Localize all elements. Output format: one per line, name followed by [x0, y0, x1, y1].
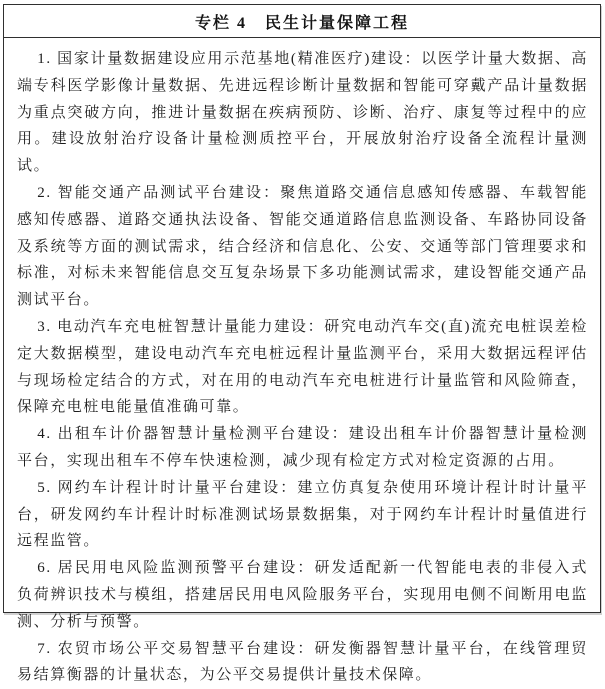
body-paragraph-1: 1. 国家计量数据建设应用示范基地(精准医疗)建设：以医学计量大数据、高端专科医学影像计量数据、先进远程诊断计量数据和智能可穿戴产品计量数据为重点突破方向，推进计量数据在疾病预防、诊断、治疗、康复等过程中的应用。建设放射治疗设备计量检测质控平台，开展放射治疗设备全流程计量测试。 — [17, 51, 588, 175]
body-paragraph-2: 2. 智能交通产品测试平台建设：聚焦道路交通信息感知传感器、车载智能感知传感器、道路交通执法设备、智能交通道路信息监测设备、车路协同设备及系统等方面的测试需求，结合经济和信息化、公安、交通等部门管理要求和标准，对标未来智能信息交互复杂场景下多功能测试需求，建设智能交通产品测试平台。 — [17, 184, 588, 309]
panel-body — [4, 38, 600, 689]
body-paragraph-5: 5. 网约车计程计时计量平台建设：建立仿真复杂使用环境计程计时计量平台，研发网约车计程计时标准测试场景数据集，对于网约车计程计时量值进行远程监管。 — [17, 479, 588, 550]
column-4-panel — [3, 4, 601, 684]
body-paragraph-4: 4. 出租车计价器智慧计量检测平台建设：建设出租车计价器智慧计量检测平台，实现出租车不停车快速检测，减少现有检定方式对检定资源的占用。 — [17, 426, 588, 469]
body-paragraph-3: 3. 电动汽车充电桩智慧计量能力建设：研究电动汽车交(直)流充电桩误差检定大数据模型，建设电动汽车充电桩远程计量监测平台，采用大数据远程评估与现场检定结合的方式，对在用的电动汽车充电桩进行计量监管和风险筛查，保障充电桩电能量值准确可靠。 — [17, 318, 588, 416]
body-paragraph-6: 6. 居民用电风险监测预警平台建设：研发适配新一代智能电表的非侵入式负荷辨识技术与模组，搭建居民用电风险服务平台，实现用电侧不间断用电监测、分析与预警。 — [17, 560, 588, 630]
panel-title: 专栏 4 民生计量保障工程 — [4, 5, 600, 38]
body-paragraph-7: 7. 农贸市场公平交易智慧平台建设：研发衡器智慧计量平台，在线管理贸易结算衡器的计量状态，为公平交易提供计量技术保障。 — [17, 640, 588, 684]
